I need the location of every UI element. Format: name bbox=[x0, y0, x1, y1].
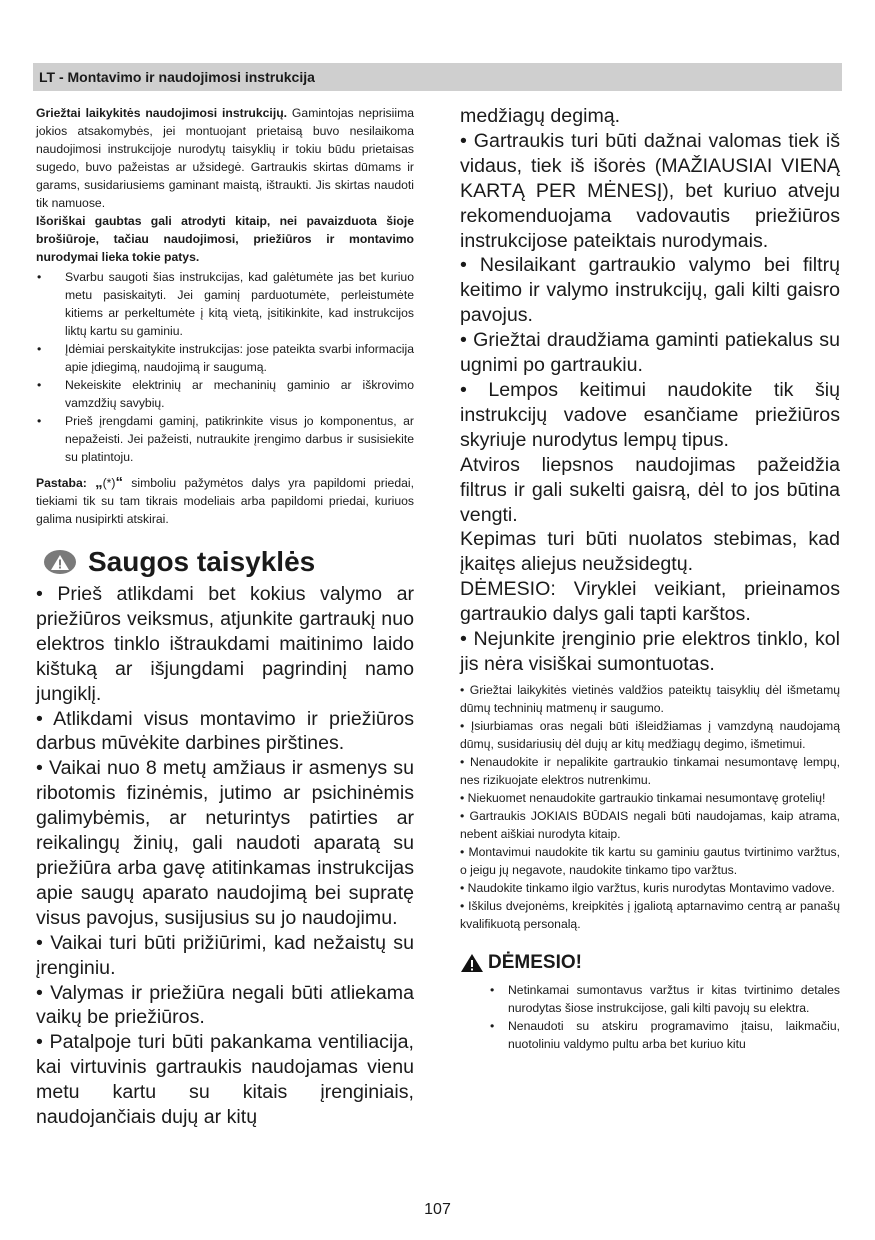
right-small-paragraph: • Įsiurbiamas oras negali būti išleidžiamas į vamzdyną naudojamą dūmų, susidariusių dėl dujų ar kitų medžiagų degimo, išmetimui. bbox=[460, 718, 840, 751]
right-small-paragraph: • Griežtai laikykitės vietinės valdžios pateiktų taisyklių dėl išmetamų dūmų techninių matmenų ir saugumo. bbox=[460, 682, 840, 715]
right-small-paragraph: • Montavimui naudokite tik kartu su gaminiu gautus tvirtinimo varžtus, o jeigu jų negavote, naudokite tinkamo tipo varžtus. bbox=[460, 844, 840, 877]
right-small-section bbox=[460, 681, 840, 933]
safety-rules bbox=[36, 582, 414, 1130]
left-column bbox=[36, 104, 414, 1130]
right-column bbox=[460, 104, 840, 1053]
intro-bullet: • Svarbu saugoti šias instrukcijas, kad galėtumėte jas bet kuriuo metu pasiskaityti. Jei gaminį parduotumėte, perleistumėte kitiems ar perkeltumėte į kitą vietą, įsitikinkite, kad instrukcijos liktų kartu su gaminiu. bbox=[36, 268, 414, 340]
intro-bold-paragraph: Išoriškai gaubtas gali atrodyti kitaip, nei pavaizduota šioje brošiūroje, tačiau naudojimosi, priežiūros ir montavimo nurodymai lieka tokie patys. bbox=[36, 214, 414, 264]
right-paragraph: • Nejunkite įrenginio prie elektros tinklo, kol jis nėra visiškai sumontuotas. bbox=[460, 628, 840, 675]
warning-triangle-icon bbox=[50, 554, 70, 571]
safety-paragraph: • Valymas ir priežiūra negali būti atliekama vaikų be priežiūros. bbox=[36, 981, 414, 1029]
note-label: Pastaba: bbox=[36, 476, 87, 490]
intro-lead-bold: Griežtai laikykitės naudojimosi instrukcijų. bbox=[36, 106, 288, 120]
right-paragraph: DĖMESIO: Viryklei veikiant, prieinamos gartraukio dalys gali tapti karštos. bbox=[460, 578, 840, 626]
intro-bullet-list bbox=[36, 268, 414, 466]
safety-paragraph: • Patalpoje turi būti pakankama ventiliacija, kai virtuvinis gartraukis naudojamas vienu metu kartu su kitais įrenginiais, naudojančiais dujų ar kitų bbox=[36, 1031, 414, 1129]
attention-warning-icon bbox=[460, 953, 484, 973]
intro-bullet: • Nekeiskite elektrinių ar mechaninių gaminio ar iškrovimo vamzdžių savybių. bbox=[36, 376, 414, 412]
right-small-paragraph: • Iškilus dvejonėms, kreipkitės į įgaliotą aptarnavimo centrą ar panašų kvalifikuotą personalą. bbox=[460, 898, 840, 931]
intro-bullet: • Prieš įrengdami gaminį, patikrinkite visus jo komponentus, ar nepažeisti. Jei pažeisti, nutraukite įrengimo darbus ir susisiekite su platintoju. bbox=[36, 412, 414, 466]
right-paragraph: • Griežtai draudžiama gaminti patiekalus su ugnimi po gartraukiu. bbox=[460, 329, 840, 377]
attention-bullet: • Netinkamai sumontavus varžtus ir kitas tvirtinimo detales nurodytas šiose instrukcijose, gali kilti pavojų su elektra. bbox=[460, 981, 840, 1017]
note-close-quote: “ bbox=[115, 474, 123, 491]
safety-paragraph: • Atlikdami visus montavimo ir priežiūros darbus mūvėkite darbines pirštines. bbox=[36, 707, 414, 755]
intro-paragraph bbox=[36, 104, 414, 212]
warning-icon bbox=[44, 550, 76, 574]
right-paragraph: Kepimas turi būti nuolatos stebimas, kad įkaitęs aliejus neužsidegtų. bbox=[460, 528, 840, 576]
right-paragraph: • Gartraukis turi būti dažnai valomas tiek iš vidaus, tiek iš išorės (MAŽIAUSIAI VIENĄ KARTĄ PER MĖNESĮ), bet kuriuo atveju rekomenduojama vadovautis priežiūros instrukcijose pateiktais nurodymais. bbox=[460, 129, 840, 252]
note-open-quote: „ bbox=[95, 474, 103, 491]
right-small-paragraph: • Niekuomet nenaudokite gartraukio tinkamai nesumontavę grotelių! bbox=[460, 790, 826, 805]
attention-list bbox=[460, 981, 840, 1053]
header-bar bbox=[33, 63, 842, 91]
right-paragraph: medžiagų degimą. bbox=[460, 105, 621, 127]
safety-heading-row bbox=[36, 542, 414, 582]
page-number: 107 bbox=[424, 1201, 451, 1218]
right-paragraph: • Nesilaikant gartraukio valymo bei filtrų keitimo ir valymo instrukcijų, gali kilti gaisro pavojus. bbox=[460, 254, 840, 327]
note-symbol: (*) bbox=[102, 476, 116, 490]
right-small-paragraph: • Nenaudokite ir nepalikite gartraukio tinkamai nesumontavę lempų, nes rizikuojate elektros nutrenkimu. bbox=[460, 754, 840, 787]
attention-title: DĖMESIO! bbox=[488, 951, 582, 973]
attention-heading-row bbox=[460, 949, 840, 977]
safety-paragraph: • Vaikai nuo 8 metų amžiaus ir asmenys su ribotomis fizinėmis, jutimo ar psichinėmis galimybėmis, ar neturintys patirties ar reikalingų žinių, gali naudoti aparatą su priežiūra arba gavę atitinkamas instrukcijas apie saugų aparato naudojimą bei supratę visus pavojus, susijusius su jo naudojimu. bbox=[36, 757, 414, 929]
right-paragraph: • Lempos keitimui naudokite tik šių instrukcijų vadove esančiame priežiūros skyriuje nurodytus lempų tipus. bbox=[460, 378, 840, 451]
right-paragraph: Atviros liepsnos naudojimas pažeidžia filtrus ir gali sukelti gaisrą, dėl to jos būtina vengti. bbox=[460, 453, 840, 526]
right-small-paragraph: • Naudokite tinkamo ilgio varžtus, kuris nurodytas Montavimo vadove. bbox=[460, 880, 835, 895]
note-paragraph bbox=[36, 474, 414, 528]
safety-heading: Saugos taisyklės bbox=[88, 546, 316, 577]
intro-lead-text: Gamintojas neprisiima jokios atsakomybės, jei montuojant prietaisą buvo nesilaikoma naudojimosi instrukcijoje nurodytų taisyklių ir tokiu būdu prietaisas sugedo, buvo pažeistas ar užsidegė. Gartraukis skirtas dūmams ir garams, susidariusiems gaminant maistą, ištraukti. Jis skirtas naudoti tik namuose. bbox=[36, 106, 414, 210]
attention-bullet: • Nenaudoti su atskiru programavimo įtaisu, laikmačiu, nuotoliniu valdymo pultu arba bet kuriuo kitu bbox=[460, 1017, 840, 1053]
safety-paragraph: • Vaikai turi būti prižiūrimi, kad nežaistų su įrenginiu. bbox=[36, 931, 414, 979]
note-text: simboliu pažymėtos dalys yra papildomi priedai, tiekiami tik su tam tikrais modeliais arba papildomi priedai, kuriuos galima nusipirkti atskirai. bbox=[36, 476, 414, 526]
intro-section bbox=[36, 104, 414, 266]
page-title: LT - Montavimo ir naudojimosi instrukcija bbox=[39, 69, 315, 85]
intro-bullet: • Įdėmiai perskaitykite instrukcijas: jose pateikta svarbi informacija apie įdiegimą, naudojimą ir saugumą. bbox=[36, 340, 414, 376]
right-small-paragraph: • Gartraukis JOKIAIS BŪDAIS negali būti naudojamas, kaip atrama, nebent aiškiai nurodyta kitaip. bbox=[460, 808, 840, 841]
safety-paragraph: • Prieš atlikdami bet kokius valymo ar priežiūros veiksmus, atjunkite gartraukį nuo elektros tinklo ištraukdami maitinimo laido kištuką ar išjungdami pagrindinį namo jungiklį. bbox=[36, 583, 414, 705]
